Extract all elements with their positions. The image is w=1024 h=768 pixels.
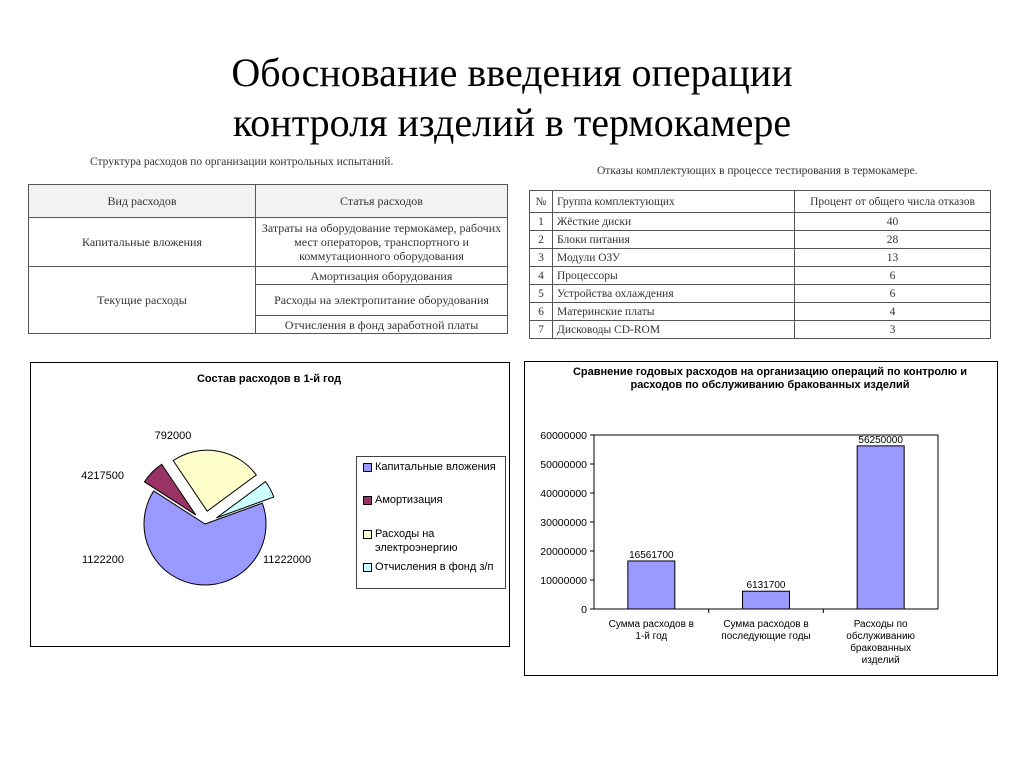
bar <box>743 591 790 609</box>
failures-num-cell: 3 <box>530 249 553 267</box>
bar <box>857 446 904 609</box>
pie-data-label: 1122200 <box>81 554 124 566</box>
costs-type-cell: Капитальные вложения <box>29 218 256 267</box>
pie-data-label: 4217500 <box>81 470 124 482</box>
failures-group-cell: Материнские платы <box>553 303 795 321</box>
costs-item-cell: Расходы на электропитание оборудования <box>256 285 508 316</box>
failures-num-cell: 5 <box>530 285 553 303</box>
y-tick-label: 40000000 <box>540 488 587 500</box>
failures-group-cell: Дисководы CD-ROM <box>553 321 795 339</box>
failures-num-cell: 6 <box>530 303 553 321</box>
failures-header-group: Группа комплектующих <box>553 191 795 213</box>
failures-header-num: № <box>530 191 553 213</box>
failures-num-cell: 7 <box>530 321 553 339</box>
bar <box>628 561 675 609</box>
failures-percent-cell: 6 <box>795 267 991 285</box>
failures-header-percent: Процент от общего числа отказов <box>795 191 991 213</box>
failures-percent-cell: 4 <box>795 303 991 321</box>
failures-percent-cell: 13 <box>795 249 991 267</box>
y-tick-label: 10000000 <box>540 575 587 587</box>
pie-data-label: 792000 <box>154 430 192 442</box>
failures-group-cell: Блоки питания <box>553 231 795 249</box>
y-tick-label: 30000000 <box>540 517 587 529</box>
legend-label: Амортизация <box>375 494 443 506</box>
costs-table-header: Статья расходов <box>256 185 508 218</box>
failures-percent-cell: 3 <box>795 321 991 339</box>
y-tick-label: 20000000 <box>540 546 587 558</box>
failures-num-cell: 1 <box>530 213 553 231</box>
x-category-label: Сумма расходов в последующие годы <box>721 619 811 642</box>
failures-group-cell: Модули ОЗУ <box>553 249 795 267</box>
x-category-label: Расходы по обслуживанию бракованных изделий <box>846 619 916 666</box>
pie-chart-title: Состав расходов в 1-й год <box>196 373 342 385</box>
bar-data-label: 16561700 <box>629 549 674 561</box>
legend-label: Капитальные вложения <box>375 461 496 473</box>
failures-group-cell: Жёсткие диски <box>553 213 795 231</box>
costs-item-cell: Затраты на оборудование термокамер, рабочих мест операторов, транспортного и коммутационного оборудования <box>256 218 508 267</box>
costs-item-cell: Амортизация оборудования <box>256 267 508 285</box>
y-tick-label: 50000000 <box>540 459 587 471</box>
failures-group-cell: Процессоры <box>553 267 795 285</box>
y-tick-label: 0 <box>581 604 587 616</box>
costs-item-cell: Отчисления в фонд заработной платы <box>256 316 508 334</box>
legend-label: Отчисления в фонд з/п <box>375 561 494 573</box>
slide-title-line-2: контроля изделий в термокамере <box>232 100 792 145</box>
costs-table-header: Вид расходов <box>29 185 256 218</box>
failures-num-cell: 4 <box>530 267 553 285</box>
pie-data-label: 11222000 <box>263 554 312 566</box>
failures-num-cell: 2 <box>530 231 553 249</box>
costs-table-caption: Структура расходов по организации контрольных испытаний. <box>90 156 394 168</box>
bar-data-label: 56250000 <box>858 434 903 446</box>
failures-percent-cell: 40 <box>795 213 991 231</box>
failures-table-caption: Отказы комплектующих в процессе тестирования в термокамере. <box>597 165 918 177</box>
slide-title-line-1: Обоснование введения операции <box>231 50 793 95</box>
failures-group-cell: Устройства охлаждения <box>553 285 795 303</box>
y-tick-label: 60000000 <box>540 430 587 442</box>
failures-percent-cell: 28 <box>795 231 991 249</box>
bar-data-label: 6131700 <box>746 580 786 592</box>
legend-label: Расходы на электроэнергию <box>375 528 458 554</box>
x-category-label: Сумма расходов в 1-й год <box>608 619 695 642</box>
costs-type-cell: Текущие расходы <box>29 267 256 334</box>
bar-chart-title: Сравнение годовых расходов на организацию операций по контролю и расходов по обслуживанию бракованных изделий <box>572 366 967 391</box>
failures-percent-cell: 6 <box>795 285 991 303</box>
